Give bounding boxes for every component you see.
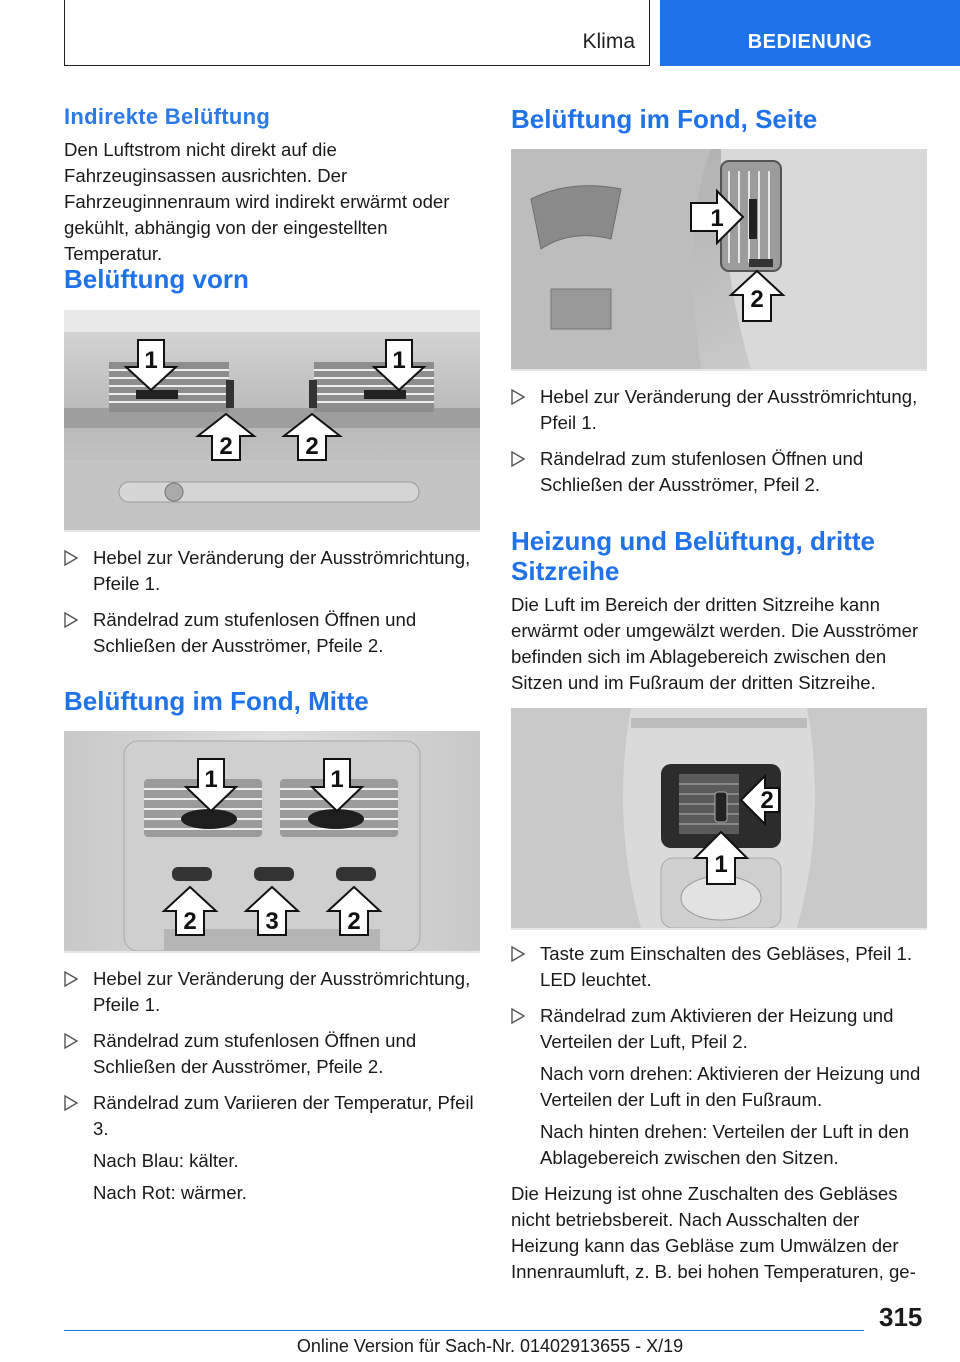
heading-indirekte-belueftung: Indirekte Belüftung	[64, 104, 271, 129]
header-section-title: Klima	[582, 30, 635, 53]
paragraph-indirekte-belueftung: Den Luftstrom nicht direkt auf die Fahrzeuginsassen ausrichten. Der Fahrzeuginnenraum wird indirekt erwärmt oder gekühlt, abhängig von der eingestellten Temperatur.	[64, 139, 450, 264]
list-item	[64, 966, 484, 1018]
list-item	[511, 941, 931, 993]
figure-side-label-2: 2	[750, 286, 764, 313]
list-item-text: Rändelrad zum stufenlosen Öffnen und Schließen der Ausströmer, Pfeile 2.	[93, 609, 417, 656]
figure-mid-label-2a: 2	[183, 908, 197, 935]
figure-rear-center-vents	[64, 731, 480, 953]
list-item-text: Hebel zur Veränderung der Ausströmrichtung, Pfeile 1.	[93, 968, 471, 1015]
figure-mid-label-2b: 2	[347, 908, 361, 935]
triangle-bullet-icon	[511, 451, 525, 467]
paragraph-dritte-sitzreihe: Die Luft im Bereich der dritten Sitzreihe kann erwärmt oder umgewälzt werden. Die Ausströmer befinden sich im Ablagebereich zwischen den Sitzen und im Fußraum der dritten Sitzreihe.	[511, 594, 919, 693]
list-item-text: Rändelrad zum Variieren der Temperatur, Pfeil 3.	[93, 1092, 474, 1139]
figure-front-label-1a: 1	[144, 347, 158, 374]
triangle-bullet-icon	[64, 550, 78, 566]
list-belueftung-fond-mitte	[64, 966, 484, 1216]
figure-front-label-2b: 2	[305, 433, 319, 460]
figure-mid-label-1b: 1	[330, 766, 344, 793]
triangle-bullet-icon	[64, 612, 78, 628]
list-item-text: Rändelrad zum Aktivieren der Heizung und Verteilen der Luft, Pfeil 2.	[540, 1005, 894, 1052]
list-belueftung-vorn	[64, 545, 484, 669]
header-chapter-tab	[660, 0, 960, 66]
figure-third-row-vent	[511, 708, 927, 930]
list-item	[64, 545, 484, 597]
list-item	[511, 446, 931, 498]
footer-online-version: Online Version für Sach-Nr. 01402913655 - X/19	[296, 1336, 684, 1356]
triangle-bullet-icon	[511, 1008, 525, 1024]
list-item	[64, 1090, 484, 1206]
header-chapter-title: BEDIENUNG	[747, 31, 873, 53]
triangle-bullet-icon	[64, 1095, 78, 1111]
list-item-text: Rändelrad zum stufenlosen Öffnen und Schließen der Ausströmer, Pfeile 2.	[93, 1030, 417, 1077]
triangle-bullet-icon	[511, 946, 525, 962]
figure-rear-side-vent	[511, 149, 927, 371]
heading-dritte-sitzreihe: Heizung und Belüftung, dritte Sitzreihe	[511, 526, 875, 586]
list-item-subtext: Nach vorn drehen: Aktivieren der Heizung und Verteilen der Luft in den Fußraum.	[540, 1063, 921, 1110]
list-item-text: Hebel zur Veränderung der Ausströmrichtung, Pfeil 1.	[540, 386, 918, 433]
list-item-text: Taste zum Einschalten des Gebläses, Pfeil 1. LED leuchtet.	[540, 943, 913, 990]
paragraph-heizung-geblaese: Die Heizung ist ohne Zuschalten des Gebläses nicht betriebsbereit. Nach Ausschalten der Heizung kann das Gebläse zum Umwälzen der Innenraumluft, z. B. bei hohen Temperaturen, ge-	[511, 1183, 916, 1282]
list-item-text: Rändelrad zum stufenlosen Öffnen und Schließen der Ausströmer, Pfeil 2.	[540, 448, 864, 495]
figure-third-label-2: 2	[760, 787, 774, 814]
list-item-subtext: Nach hinten drehen: Verteilen der Luft in den Ablagebereich zwischen den Sitzen.	[540, 1121, 910, 1168]
list-item-subtext: Nach Rot: wärmer.	[93, 1182, 247, 1203]
triangle-bullet-icon	[64, 971, 78, 987]
list-item-subtext: Nach Blau: kälter.	[93, 1150, 239, 1171]
figure-mid-label-1a: 1	[204, 766, 218, 793]
figure-front-label-1b: 1	[392, 347, 406, 374]
heading-belueftung-fond-mitte: Belüftung im Fond, Mitte	[64, 686, 369, 716]
list-item	[64, 1028, 484, 1080]
heading-belueftung-fond-seite: Belüftung im Fond, Seite	[511, 104, 818, 134]
figure-side-label-1: 1	[710, 205, 724, 232]
list-item	[64, 607, 484, 659]
list-item	[511, 1003, 931, 1171]
footer-divider	[64, 1330, 864, 1331]
figure-third-label-1: 1	[714, 851, 728, 878]
list-belueftung-fond-seite	[511, 384, 931, 508]
triangle-bullet-icon	[511, 389, 525, 405]
heading-belueftung-vorn: Belüftung vorn	[64, 264, 249, 294]
figure-front-label-2a: 2	[219, 433, 233, 460]
figure-front-vents	[64, 310, 480, 532]
header-box	[64, 0, 650, 66]
list-item	[511, 384, 931, 436]
list-item-text: Hebel zur Veränderung der Ausströmrichtung, Pfeile 1.	[93, 547, 471, 594]
page-number: 315	[879, 1302, 923, 1332]
list-dritte-sitzreihe	[511, 941, 931, 1181]
triangle-bullet-icon	[64, 1033, 78, 1049]
figure-mid-label-3: 3	[265, 908, 279, 935]
